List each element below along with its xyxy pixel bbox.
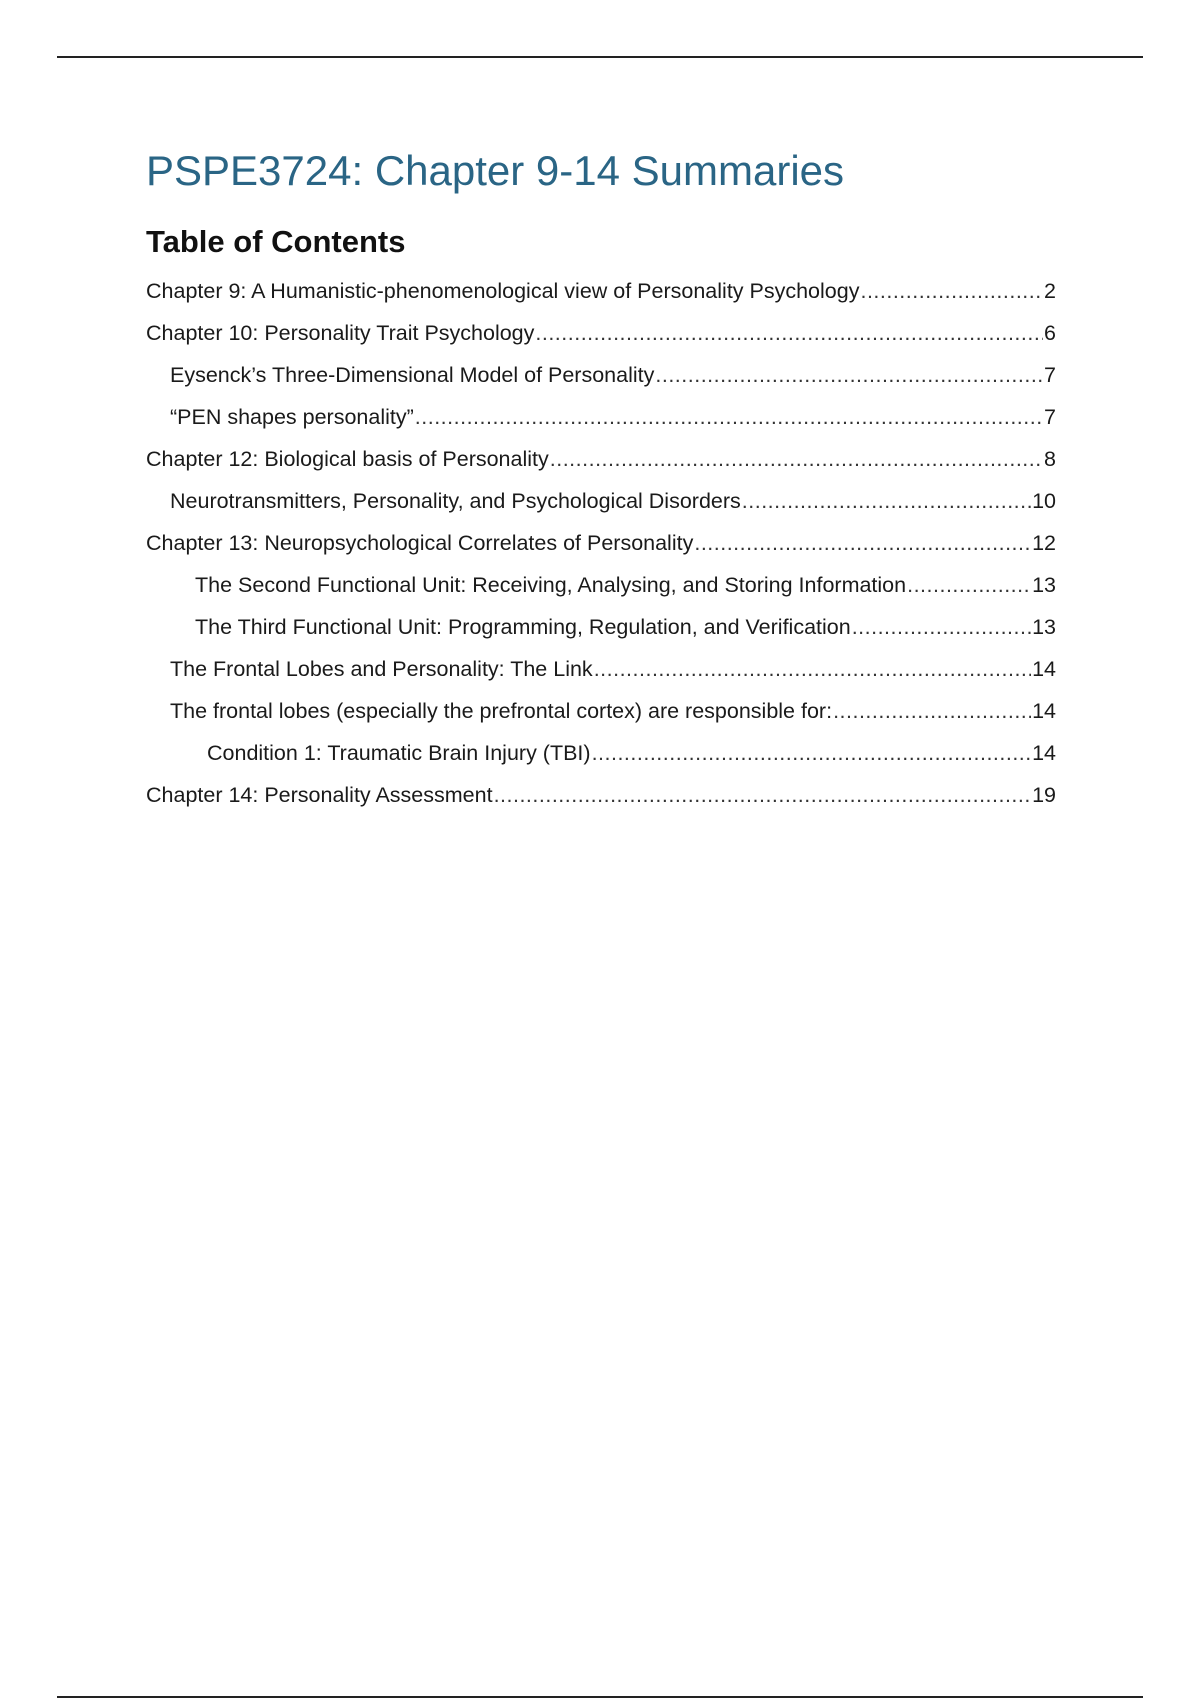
toc-dot-leader (907, 564, 1031, 606)
toc-entry-text: “PEN shapes personality” (170, 405, 414, 429)
toc-page-number: 19 (1032, 783, 1056, 807)
toc-dot-leader (860, 270, 1043, 312)
toc-page-number: 7 (1044, 405, 1056, 429)
toc-dot-leader (833, 690, 1031, 732)
toc-entry-frontal-lobes-link[interactable] (146, 648, 1056, 690)
toc-entry-text: Condition 1: Traumatic Brain Injury (TBI) (207, 741, 591, 765)
toc-entry-text: The Third Functional Unit: Programming, Regulation, and Verification (195, 615, 851, 639)
page-content (146, 145, 1056, 816)
toc-dot-leader (535, 312, 1043, 354)
toc-dot-leader (694, 522, 1031, 564)
toc-page-number: 2 (1044, 279, 1056, 303)
header-rule (57, 56, 1143, 58)
toc-entry-chapter-10[interactable] (146, 312, 1056, 354)
toc-dot-leader (550, 438, 1043, 480)
toc-dot-leader (415, 396, 1043, 438)
toc-dot-leader (852, 606, 1031, 648)
toc-entry-text: Chapter 14: Personality Assessment (146, 783, 493, 807)
toc-entry-third-functional-unit[interactable] (146, 606, 1056, 648)
toc-page-number: 13 (1032, 573, 1056, 597)
toc-entry-text: Chapter 10: Personality Trait Psychology (146, 321, 535, 345)
toc-entry-chapter-13[interactable] (146, 522, 1056, 564)
toc-entry-chapter-12[interactable] (146, 438, 1056, 480)
toc-entry-neurotransmitters[interactable] (146, 480, 1056, 522)
toc-dot-leader (742, 480, 1031, 522)
toc-entry-text: Eysenck’s Three-Dimensional Model of Personality (170, 363, 655, 387)
toc-entry-chapter-9[interactable] (146, 270, 1056, 312)
toc-entry-text: Chapter 13: Neuropsychological Correlates of Personality (146, 531, 694, 555)
toc-heading: Table of Contents (146, 224, 406, 259)
toc-page-number: 14 (1032, 741, 1056, 765)
toc-dot-leader (494, 774, 1032, 816)
toc-page-number: 7 (1044, 363, 1056, 387)
toc-page-number: 8 (1044, 447, 1056, 471)
table-of-contents (146, 270, 1056, 816)
toc-dot-leader (655, 354, 1043, 396)
toc-page-number: 14 (1032, 699, 1056, 723)
toc-entry-chapter-14[interactable] (146, 774, 1056, 816)
toc-page-number: 14 (1032, 657, 1056, 681)
toc-dot-leader (592, 732, 1032, 774)
document-title: PSPE3724: Chapter 9-14 Summaries (146, 147, 845, 194)
toc-entry-second-functional-unit[interactable] (146, 564, 1056, 606)
toc-entry-text: Chapter 12: Biological basis of Personality (146, 447, 549, 471)
toc-entry-pen-shapes[interactable] (146, 396, 1056, 438)
toc-entry-eysenck-model[interactable] (146, 354, 1056, 396)
footer-rule (57, 1696, 1143, 1698)
toc-entry-text: The Frontal Lobes and Personality: The Link (170, 657, 593, 681)
toc-entry-text: Chapter 9: A Humanistic-phenomenological view of Personality Psychology (146, 279, 860, 303)
toc-page-number: 10 (1032, 489, 1056, 513)
toc-entry-frontal-lobes-responsible[interactable] (146, 690, 1056, 732)
toc-page-number: 13 (1032, 615, 1056, 639)
toc-dot-leader (594, 648, 1031, 690)
toc-entry-text: The frontal lobes (especially the prefrontal cortex) are responsible for: (170, 699, 833, 723)
toc-entry-text: Neurotransmitters, Personality, and Psychological Disorders (170, 489, 741, 513)
toc-entry-text: The Second Functional Unit: Receiving, Analysing, and Storing Information (195, 573, 907, 597)
toc-page-number: 12 (1032, 531, 1056, 555)
toc-entry-condition-1-tbi[interactable] (146, 732, 1056, 774)
toc-page-number: 6 (1044, 321, 1056, 345)
